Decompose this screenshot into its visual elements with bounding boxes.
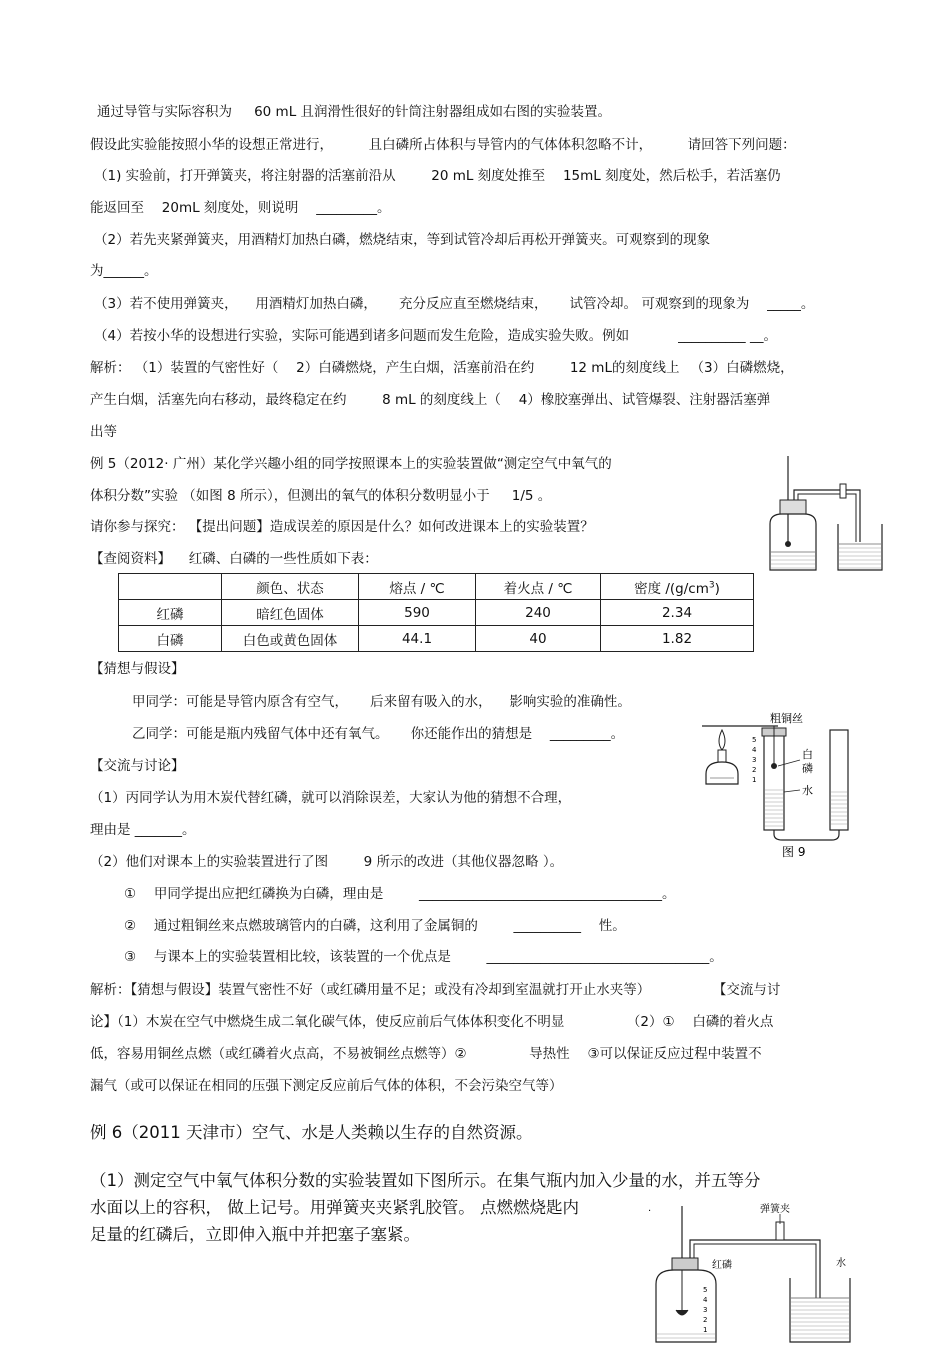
text-line-11: 出等 — [90, 424, 117, 440]
scale-mark: 1 — [752, 776, 757, 784]
scale-mark: 1 — [703, 1326, 708, 1334]
text-line-6: 为______。 — [90, 263, 158, 279]
text-line-5: （2）若先夹紧弹簧夹，用酒精灯加热白磷，燃烧结束，等到试管冷却后再松开弹簧夹。可观察到的现象 — [94, 232, 711, 248]
spring-clip-label: 弹簧夹 — [760, 1204, 790, 1215]
text-line-2: 假设此实验能按照小华的设想正常进行， 且白磷所占体积与导管内的气体体积忽略不计， 请回答下列问题： — [90, 137, 796, 153]
text-line-30: 例 6（2011 天津市）空气、水是人类赖以生存的自然资源。 — [90, 1123, 533, 1142]
table-cell: 暗红色固体 — [222, 600, 359, 626]
text-line-22: （2）他们对课本上的实验装置进行了图 9 所示的改进（其他仪器忽略 ）。 — [90, 854, 564, 870]
text-line-24: ② 通过粗铜丝来点燃玻璃管内的白磷，这利用了金属铜的 __________ 性。 — [124, 918, 626, 934]
scale-mark: 3 — [703, 1306, 708, 1314]
table-cell: 2.34 — [601, 600, 754, 626]
text-line-4: 能返回至 20mL 刻度处，则说明 _________。 — [90, 200, 391, 216]
scale-mark: 3 — [752, 756, 757, 764]
scale-mark: 4 — [752, 746, 757, 754]
text-line-27: 论】（1）木炭在空气中燃烧生成二氧化碳气体，使反应前后气体体积变化不明显 （2）① 白磷的着火点 — [90, 1014, 774, 1030]
text-line-16: 【猜想与假设】 — [90, 661, 185, 677]
text-line-8: （4）若按小华的设想进行实验，实际可能遇到诸多问题而发生危险，造成实验失败。例如 __________ __。 — [94, 328, 777, 344]
text-line-31: （1）测定空气中氧气体积分数的实验装置如下图所示。在集气瓶内加入少量的水，并五等分 — [90, 1171, 761, 1190]
table-cell: 白色或黄色固体 — [222, 626, 359, 652]
white-phosphorus-label-2: 磷 — [802, 762, 813, 775]
text-line-12: 例 5（2012· 广州）某化学兴趣小组的同学按照课本上的实验装置做“测定空气中氧气的 — [90, 456, 612, 472]
text-line-14: 请你参与探究： 【提出问题】造成误差的原因是什么？如何改进课本上的实验装置？ — [90, 519, 594, 535]
water-label: 水 — [802, 784, 813, 797]
scale-mark: 2 — [703, 1316, 708, 1324]
text-line-19: 【交流与讨论】 — [90, 758, 185, 774]
text-line-17: 甲同学：可能是导管内原含有空气， 后来留有吸入的水， 影响实验的准确性。 — [132, 694, 631, 710]
text-line-32: 水面以上的容积， 做上记号。用弹簧夹夹紧乳胶管。 点燃燃烧匙内 — [90, 1198, 579, 1217]
text-line-10: 产生白烟，活塞先向右移动，最终稳定在约 8 mL 的刻度线上（ 4）橡胶塞弹出、试管爆裂、注射器活塞弹 — [90, 392, 771, 408]
table-row — [119, 600, 754, 626]
density-label: 密度 /(g/cm — [634, 580, 709, 597]
table-header-cell — [119, 574, 222, 600]
table-header-cell — [601, 574, 754, 600]
text-line-7: （3）若不使用弹簧夹， 用酒精灯加热白磷， 充分反应直至燃烧结束， 试管冷却。 可观察到的现象为 _____。 — [94, 296, 815, 312]
density-superscript: 3 — [708, 580, 715, 590]
text-line-20: （1）丙同学认为用木炭代替红磷，就可以消除误差，大家认为他的猜想不合理， — [90, 790, 572, 806]
example-6-apparatus — [640, 1198, 870, 1345]
figure-9-caption: 图 9 — [782, 845, 806, 858]
text-line-28: 低，容易用铜丝点燃（或红磷着火点高，不易被铜丝点燃等）② 导热性 ③可以保证反应过程中装置不 — [90, 1046, 762, 1062]
dot-mark: · — [648, 1206, 652, 1217]
density-close: ) — [714, 580, 720, 597]
table-cell: 白磷 — [119, 626, 222, 652]
text-line-25: ③ 与课本上的实验装置相比较，该装置的一个优点是 _________________________________。 — [124, 949, 723, 965]
text-line-26: 解析：【猜想与假设】装置气密性不好（或红磷用量不足；或没有冷却到室温就打开止水夹等） 【交流与讨 — [90, 982, 781, 998]
text-line-21: 理由是 _______。 — [90, 822, 196, 838]
table-cell: 590 — [359, 600, 476, 626]
water-label: 水 — [836, 1258, 846, 1269]
scale-mark: 5 — [752, 736, 757, 744]
figure-8-apparatus — [760, 452, 890, 574]
white-phosphorus-label-1: 白 — [802, 748, 813, 761]
table-cell: 红磷 — [119, 600, 222, 626]
text-line-1: 通过导管与实际容积为 60 mL 且润滑性很好的针筒注射器组成如右图的实验装置。 — [97, 104, 612, 120]
scale-mark: 5 — [703, 1286, 708, 1294]
table-cell: 40 — [476, 626, 601, 652]
copper-wire-label: 粗铜丝 — [770, 712, 803, 725]
text-line-3: （1) 实验前，打开弹簧夹，将注射器的活塞前沿从 20 mL 刻度处推至 15mL 刻度处，然后松手，若活塞仍 — [94, 168, 781, 184]
scale-mark: 4 — [703, 1296, 708, 1304]
table-cell: 44.1 — [359, 626, 476, 652]
text-line-33: 足量的红磷后，立即伸入瓶中并把塞子塞紧。 — [90, 1225, 420, 1244]
figure-9-apparatus — [700, 708, 870, 858]
table-row — [119, 626, 754, 652]
table-header-cell: 熔点 / ℃ — [359, 574, 476, 600]
scale-mark: 2 — [752, 766, 757, 774]
text-line-23: ① 甲同学提出应把红磷换为白磷，理由是 ____________________________________。 — [124, 886, 676, 902]
table-header-row — [119, 574, 754, 600]
red-phosphorus-label: 红磷 — [712, 1260, 732, 1271]
text-line-13: 体积分数”实验 （如图 8 所示），但测出的氧气的体积分数明显小于 1/5 。 — [90, 488, 552, 504]
text-line-29: 漏气（或可以保证在相同的压强下测定反应前后气体的体积，不会污染空气等） — [90, 1078, 563, 1094]
phosphorus-properties-table — [118, 573, 754, 652]
table-header-cell: 着火点 / ℃ — [476, 574, 601, 600]
table-header-cell: 颜色、状态 — [222, 574, 359, 600]
text-line-18: 乙同学：可能是瓶内残留气体中还有氧气。 你还能作出的猜想是 _________。 — [132, 726, 625, 742]
table-cell: 240 — [476, 600, 601, 626]
table-cell: 1.82 — [601, 626, 754, 652]
text-line-9: 解析： （1）装置的气密性好（ 2）白磷燃烧，产生白烟，活塞前沿在约 12 mL的刻度线上 （3）白磷燃烧， — [90, 360, 794, 376]
text-line-15: 【查阅资料】 红磷、白磷的一些性质如下表： — [90, 551, 378, 567]
